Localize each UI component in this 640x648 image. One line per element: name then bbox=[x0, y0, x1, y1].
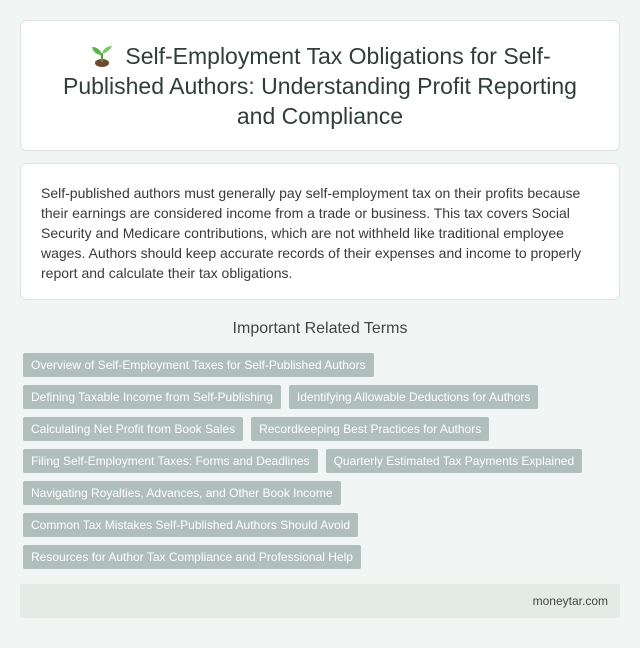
page-title bbox=[45, 41, 595, 131]
tag-row bbox=[23, 481, 603, 505]
related-term-tag[interactable]: Filing Self-Employment Taxes: Forms and Deadlines bbox=[23, 449, 318, 473]
page-title-text: Self-Employment Tax Obligations for Self-Published Authors: Understanding Profit Reporting and Compliance bbox=[63, 42, 577, 129]
tag-row bbox=[23, 449, 603, 473]
footer-site-link[interactable]: moneytar.com bbox=[532, 594, 608, 608]
related-term-tag[interactable]: Identifying Allowable Deductions for Authors bbox=[289, 385, 538, 409]
related-term-tag[interactable]: Overview of Self-Employment Taxes for Self-Published Authors bbox=[23, 353, 374, 377]
related-term-tag[interactable]: Common Tax Mistakes Self-Published Authors Should Avoid bbox=[23, 513, 358, 537]
related-terms-list bbox=[23, 353, 603, 577]
summary-card bbox=[20, 163, 620, 300]
footer bbox=[20, 584, 620, 618]
related-term-tag[interactable]: Quarterly Estimated Tax Payments Explained bbox=[326, 449, 583, 473]
title-card bbox=[20, 20, 620, 151]
sprout-icon bbox=[89, 43, 115, 67]
related-term-tag[interactable]: Recordkeeping Best Practices for Authors bbox=[251, 417, 489, 441]
tag-row bbox=[23, 353, 603, 377]
tag-row bbox=[23, 417, 603, 441]
related-term-tag[interactable]: Navigating Royalties, Advances, and Other Book Income bbox=[23, 481, 341, 505]
related-term-tag[interactable]: Resources for Author Tax Compliance and Professional Help bbox=[23, 545, 361, 569]
tag-row bbox=[23, 545, 603, 569]
related-term-tag[interactable]: Defining Taxable Income from Self-Publishing bbox=[23, 385, 281, 409]
summary-text: Self-published authors must generally pay self-employment tax on their profits because their earnings are considered income from a trade or business. This tax covers Social Security and Medicare contributions, which are not withheld like traditional employee wages. Authors should keep accurate records of their expenses and income to properly report and calculate their tax obligations. bbox=[41, 185, 582, 281]
tag-row bbox=[23, 513, 603, 537]
related-term-tag[interactable]: Calculating Net Profit from Book Sales bbox=[23, 417, 243, 441]
related-terms-heading: Important Related Terms bbox=[232, 320, 408, 337]
tag-row bbox=[23, 385, 603, 409]
